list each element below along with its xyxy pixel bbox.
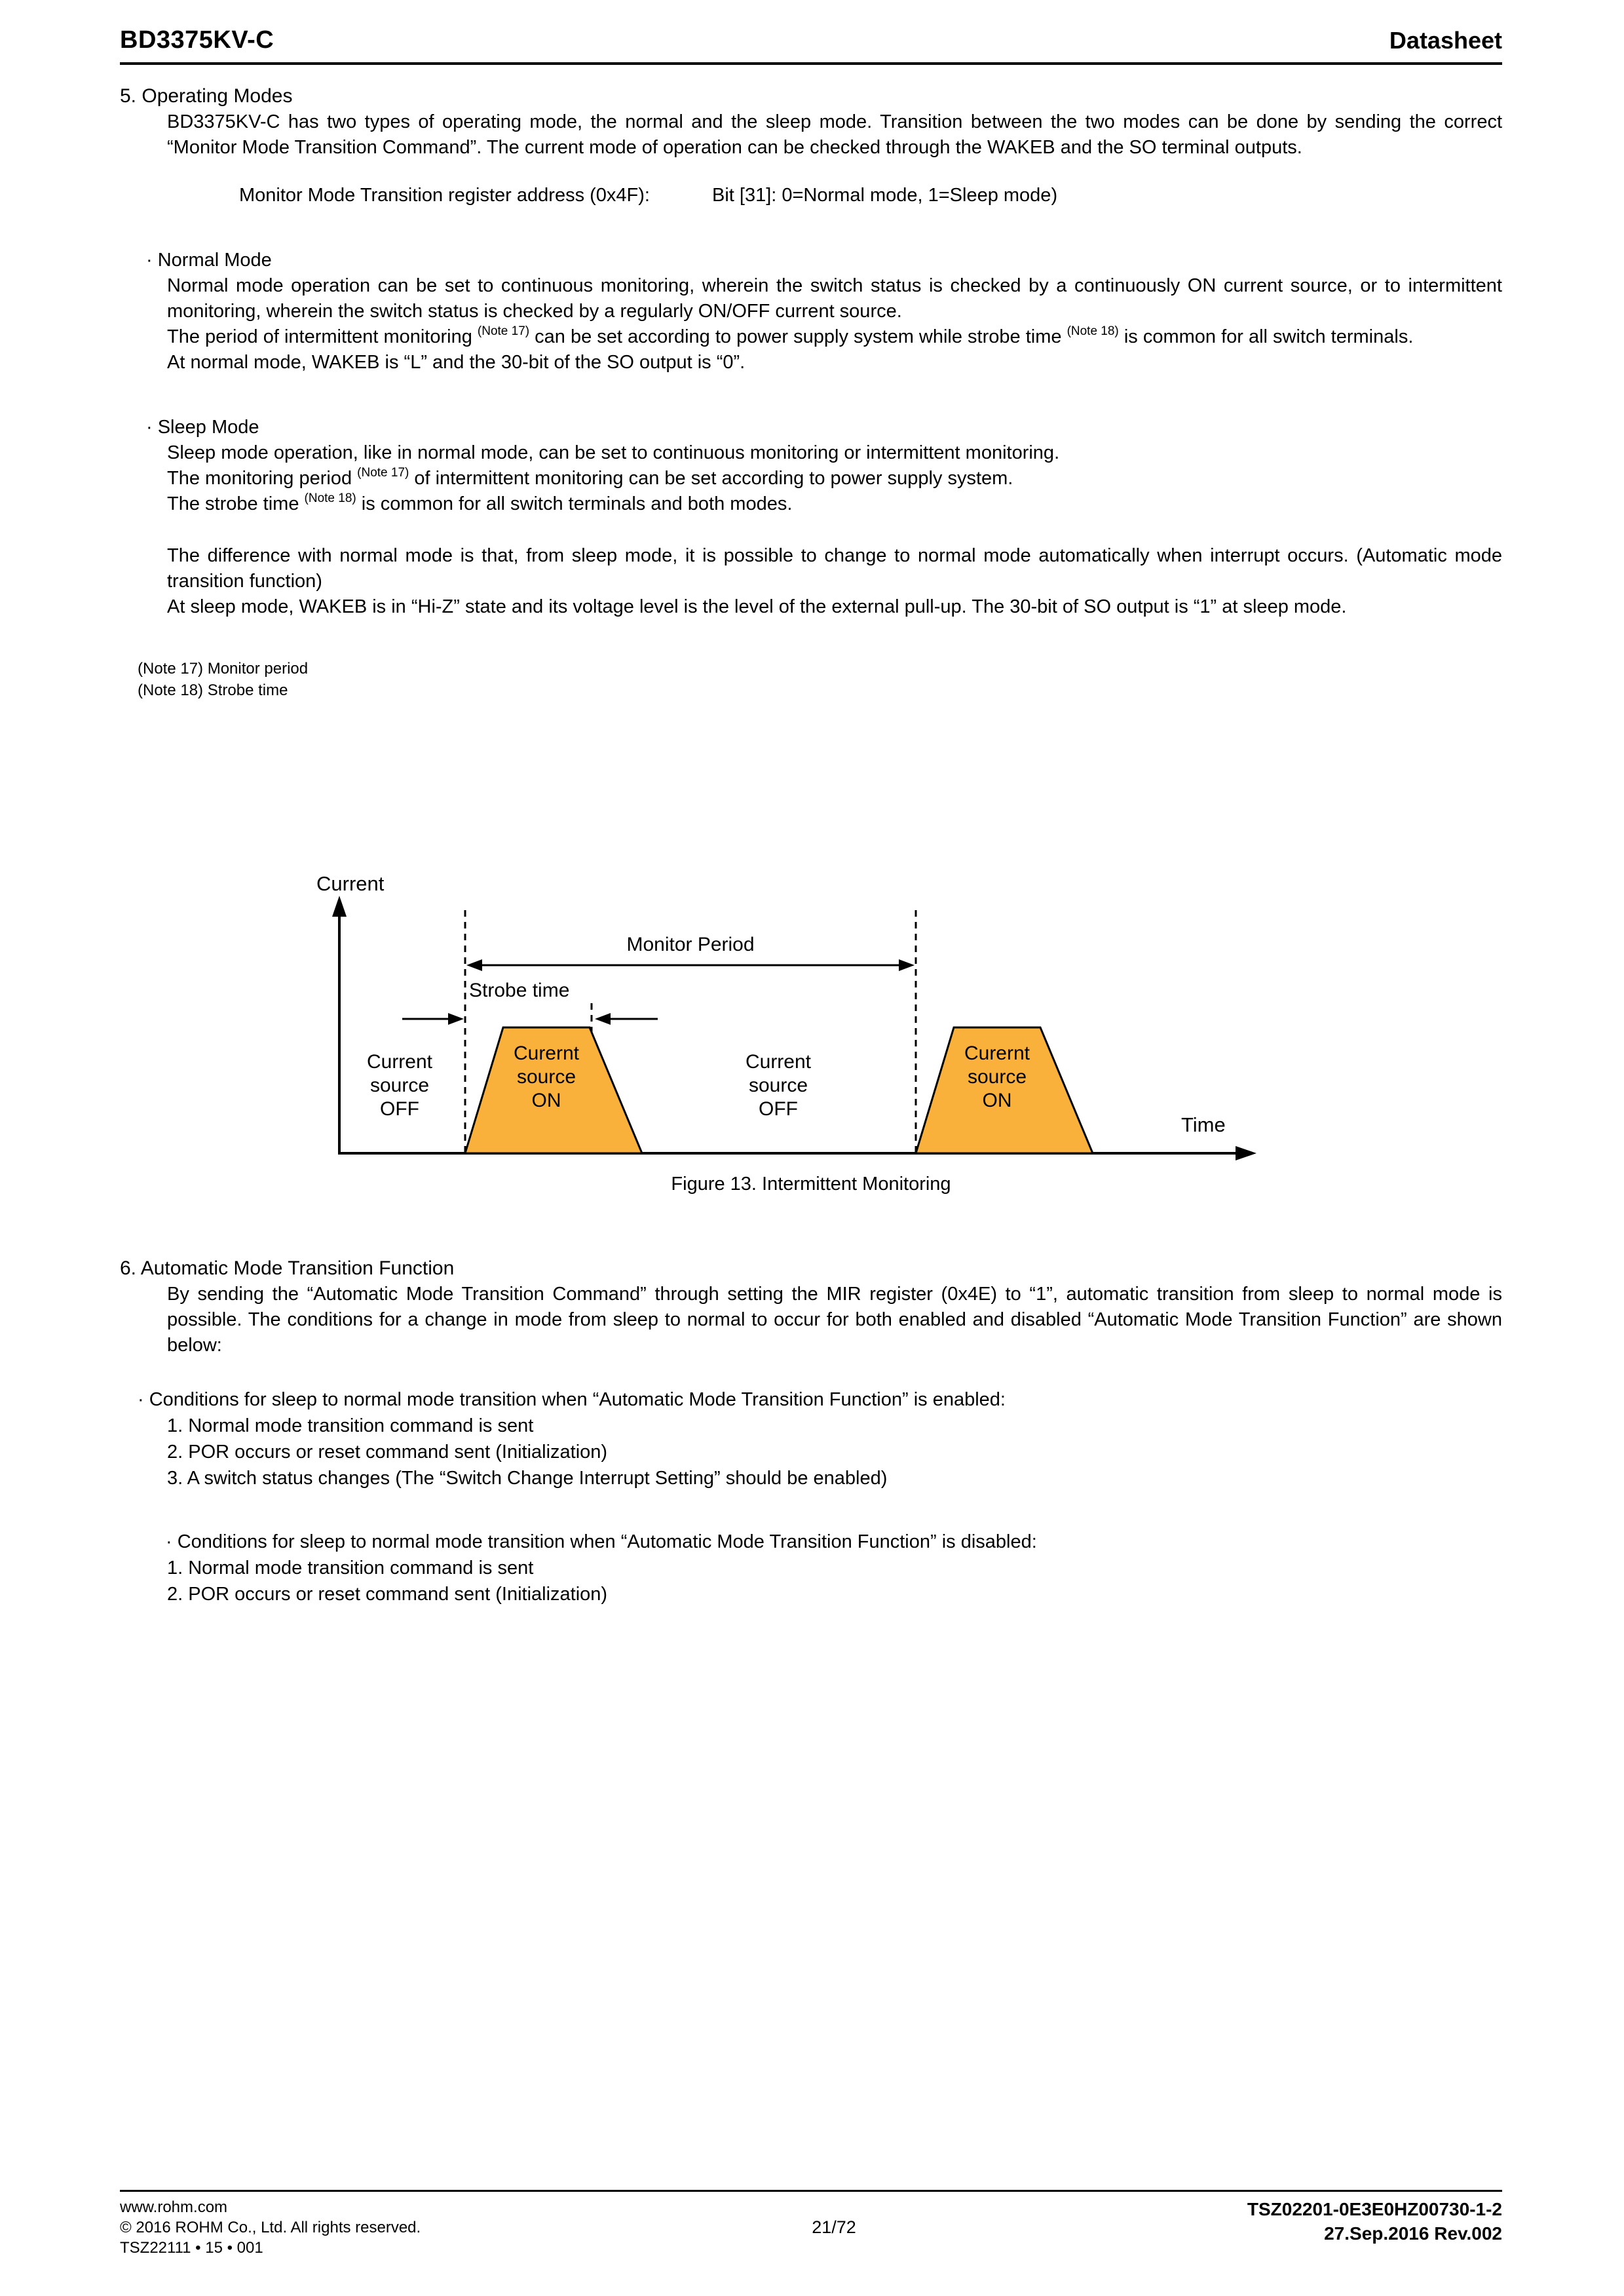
register-address-text: Monitor Mode Transition register address (0x4F): — [239, 185, 650, 206]
monitor-period-label: Monitor Period — [626, 934, 755, 955]
part-number: BD3375KV-C — [120, 26, 274, 54]
section5-intro: BD3375KV-C has two types of operating mode, the normal and the sleep mode. Transition between the two modes can be done by sending the correct “Monitor Mode Transition Command”. The current mode of operation can be checked through the WAKEB and the SO terminal outputs. — [167, 111, 1502, 158]
page-header — [120, 26, 1502, 65]
paragraph: The period of intermittent monitoring $^{(Note 17)}$ can be set according to power supply system while strobe time $^{(Note 18)}$ is common for all switch terminals. — [167, 324, 1414, 347]
note18-superscript: (Note 18) — [304, 491, 356, 505]
paragraph: At sleep mode, WAKEB is in “Hi-Z” state and its voltage level is the level of the external pull-up. The 30-bit of SO output is “1” at sleep mode. — [167, 596, 1347, 617]
footer-left — [120, 2197, 421, 2258]
svg-text:ON: ON — [531, 1090, 561, 1111]
list-item: 2. POR occurs or reset command sent (Initialization) — [167, 1584, 608, 1605]
paragraph: The difference with normal mode is that, from sleep mode, it is possible to change to normal mode automatically when interrupt occurs. (Automatic mode transition function) — [167, 545, 1502, 592]
note18-superscript: (Note 18) — [1067, 324, 1119, 338]
svg-text:source: source — [967, 1066, 1027, 1088]
x-axis-label: Time — [1181, 1113, 1226, 1136]
list-item: 2. POR occurs or reset command sent (Initialization) — [167, 1442, 608, 1463]
section-auto-mode-transition — [120, 1255, 1502, 1607]
doc-type-label: Datasheet — [1389, 27, 1502, 54]
footer-revision: 27.Sep.2016 Rev.002 — [1324, 2223, 1502, 2244]
note17-superscript: (Note 17) — [357, 466, 409, 480]
section5-title: 5. Operating Modes — [120, 85, 293, 107]
svg-text:OFF: OFF — [759, 1098, 798, 1120]
figure-caption: Figure 13. Intermittent Monitoring — [671, 1174, 951, 1195]
paragraph: At normal mode, WAKEB is “L” and the 30-bit of the SO output is “0”. — [167, 352, 746, 373]
note17-superscript: (Note 17) — [477, 324, 530, 338]
y-axis-arrowhead — [332, 896, 347, 917]
y-axis-label: Current — [316, 872, 385, 895]
sleep-mode-heading: · Sleep Mode — [146, 417, 259, 438]
footer-url: www.rohm.com — [120, 2198, 228, 2216]
footer-copyright: © 2016 ROHM Co., Ltd. All rights reserved. — [120, 2219, 421, 2236]
intermittent-monitoring-diagram — [189, 868, 1276, 1164]
paragraph: Normal mode operation can be set to continuous monitoring, wherein the switch status is checked by a continuously ON current source, or to intermittent monitoring, wherein the switch status is checked by a regularly ON/OFF current source. — [167, 275, 1502, 322]
svg-text:OFF: OFF — [380, 1098, 419, 1120]
enabled-conditions-list — [120, 1413, 1502, 1491]
paragraph: The monitoring period $^{(Note 17)}$ of intermittent monitoring can be set according to power supply system. — [167, 466, 1013, 489]
register-address-line — [239, 183, 1502, 208]
current-source-on-label: Curernt — [964, 1043, 1030, 1064]
x-axis-arrowhead — [1236, 1146, 1256, 1160]
paragraph: The strobe time $^{(Note 18)}$ is common for all switch terminals and both modes. — [167, 491, 793, 514]
list-item: 3. A switch status changes (The “Switch Change Interrupt Setting” should be enabled) — [167, 1468, 888, 1489]
note-17: (Note 17) Monitor period — [138, 660, 309, 678]
section6-intro: By sending the “Automatic Mode Transition Command” through setting the MIR register (0x4E) to “1”, automatic transition from sleep to normal mode is possible. The conditions for a change in mode from sleep to normal to occur for both enabled and disabled “Automatic Mode Transition Function” are shown below: — [167, 1284, 1502, 1356]
current-source-off-label: Current — [366, 1051, 433, 1073]
strobe-arrowhead-right — [595, 1013, 611, 1025]
section6-title: 6. Automatic Mode Transition Function — [120, 1257, 455, 1279]
enabled-conditions-heading: · Conditions for sleep to normal mode transition when “Automatic Mode Transition Function” is enabled: — [138, 1389, 1006, 1410]
strobe-time-label: Strobe time — [469, 980, 570, 1001]
monitor-period-arrowhead-right — [899, 959, 915, 971]
note-18: (Note 18) Strobe time — [138, 681, 288, 699]
svg-text:source: source — [369, 1075, 430, 1096]
disabled-conditions-heading: · Conditions for sleep to normal mode transition when “Automatic Mode Transition Function” is disabled: — [166, 1531, 1037, 1552]
normal-mode-block — [167, 273, 1502, 375]
footer-doc-code: TSZ22111 • 15 • 001 — [120, 2239, 263, 2257]
normal-mode-heading: · Normal Mode — [146, 250, 272, 271]
current-source-on-label: Curernt — [513, 1043, 580, 1064]
strobe-arrowhead-left — [448, 1013, 464, 1025]
svg-text:source: source — [516, 1066, 576, 1088]
monitor-period-arrowhead-left — [466, 959, 482, 971]
figure-13 — [189, 868, 1276, 1164]
paragraph: Sleep mode operation, like in normal mode, can be set to continuous monitoring or intermittent monitoring. — [167, 442, 1060, 463]
page-number: 21/72 — [812, 2217, 856, 2237]
list-item: 1. Normal mode transition command is sent — [167, 1558, 534, 1578]
sleep-mode-block — [167, 440, 1502, 620]
svg-text:source: source — [748, 1075, 808, 1096]
page-footer — [120, 2190, 1502, 2258]
section-operating-modes — [120, 83, 1502, 701]
footer-doc-number: TSZ02201-0E3E0HZ00730-1-2 — [1247, 2199, 1502, 2219]
list-item: 1. Normal mode transition command is sent — [167, 1415, 534, 1436]
current-source-off-label: Current — [745, 1051, 812, 1073]
footnotes — [138, 658, 1502, 701]
disabled-conditions-list — [120, 1555, 1502, 1607]
svg-text:ON: ON — [982, 1090, 1012, 1111]
footer-right — [1247, 2197, 1502, 2258]
register-bit-text: Bit [31]: 0=Normal mode, 1=Sleep mode) — [711, 185, 1058, 206]
